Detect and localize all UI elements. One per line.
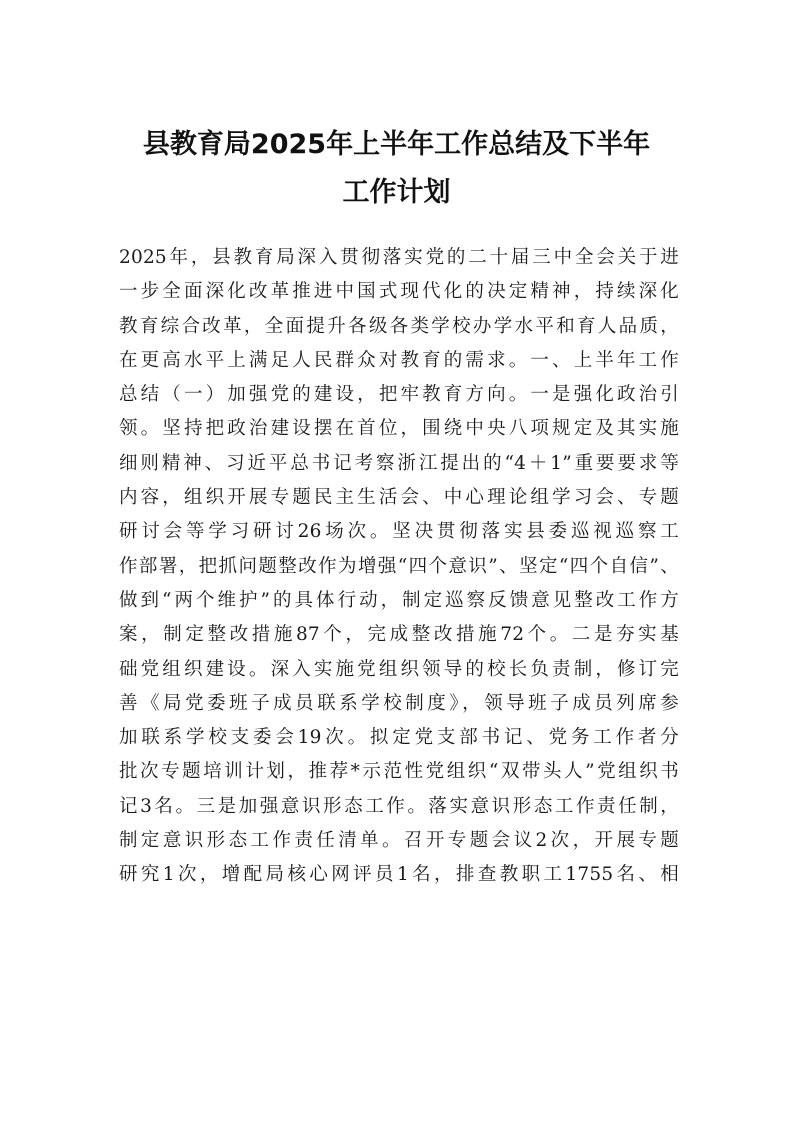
body-line: 做到“两个维护”的具体行动，制定巡察反馈意见整改工作方 xyxy=(119,589,679,611)
body-line: 研讨会等学习研讨26场次。坚决贯彻落实县委巡视巡察工 xyxy=(119,521,679,543)
document-title-line-2: 工作计划 xyxy=(342,177,451,208)
body-line: 领。坚持把政治建设摆在首位，围绕中央八项规定及其实施 xyxy=(119,418,679,440)
document-title-line-1: 县教育局2025年上半年工作总结及下半年 xyxy=(142,129,651,160)
body-line: 善《局党委班子成员联系学校制度》，领导班子成员列席参 xyxy=(119,692,679,714)
body-line: 教育综合改革，全面提升各级各类学校办学水平和育人品质， xyxy=(119,315,679,337)
body-line: 一步全面深化改革推进中国式现代化的决定精神，持续深化 xyxy=(119,281,679,303)
body-line: 批次专题培训计划，推荐*示范性党组织“双带头人”党组织书 xyxy=(119,761,679,783)
body-line: 案，制定整改措施87个，完成整改措施72个。二是夯实基 xyxy=(119,624,679,646)
body-line: 记3名。三是加强意识形态工作。落实意识形态工作责任制， xyxy=(119,795,679,817)
body-line: 内容，组织开展专题民主生活会、中心理论组学习会、专题 xyxy=(119,487,679,509)
body-line: 细则精神、习近平总书记考察浙江提出的“4＋1”重要要求等 xyxy=(119,452,679,474)
document-body xyxy=(119,241,679,893)
body-line: 研究1次，增配局核心网评员1名，排查教职工1755名、相 xyxy=(119,864,679,886)
body-line: 在更高水平上满足人民群众对教育的需求。一、上半年工作 xyxy=(119,349,679,371)
body-line: 加联系学校支委会19次。拟定党支部书记、党务工作者分 xyxy=(119,727,679,749)
body-line: 础党组织建设。深入实施党组织领导的校长负责制，修订完 xyxy=(119,658,679,680)
body-line: 2025年，县教育局深入贯彻落实党的二十届三中全会关于进 xyxy=(119,247,679,268)
body-line: 作部署，把抓问题整改作为增强“四个意识”、坚定“四个自信”、 xyxy=(119,555,679,577)
body-line: 制定意识形态工作责任清单。召开专题会议2次，开展专题 xyxy=(119,830,679,852)
body-line: 总结（一）加强党的建设，把牢教育方向。一是强化政治引 xyxy=(119,384,679,406)
